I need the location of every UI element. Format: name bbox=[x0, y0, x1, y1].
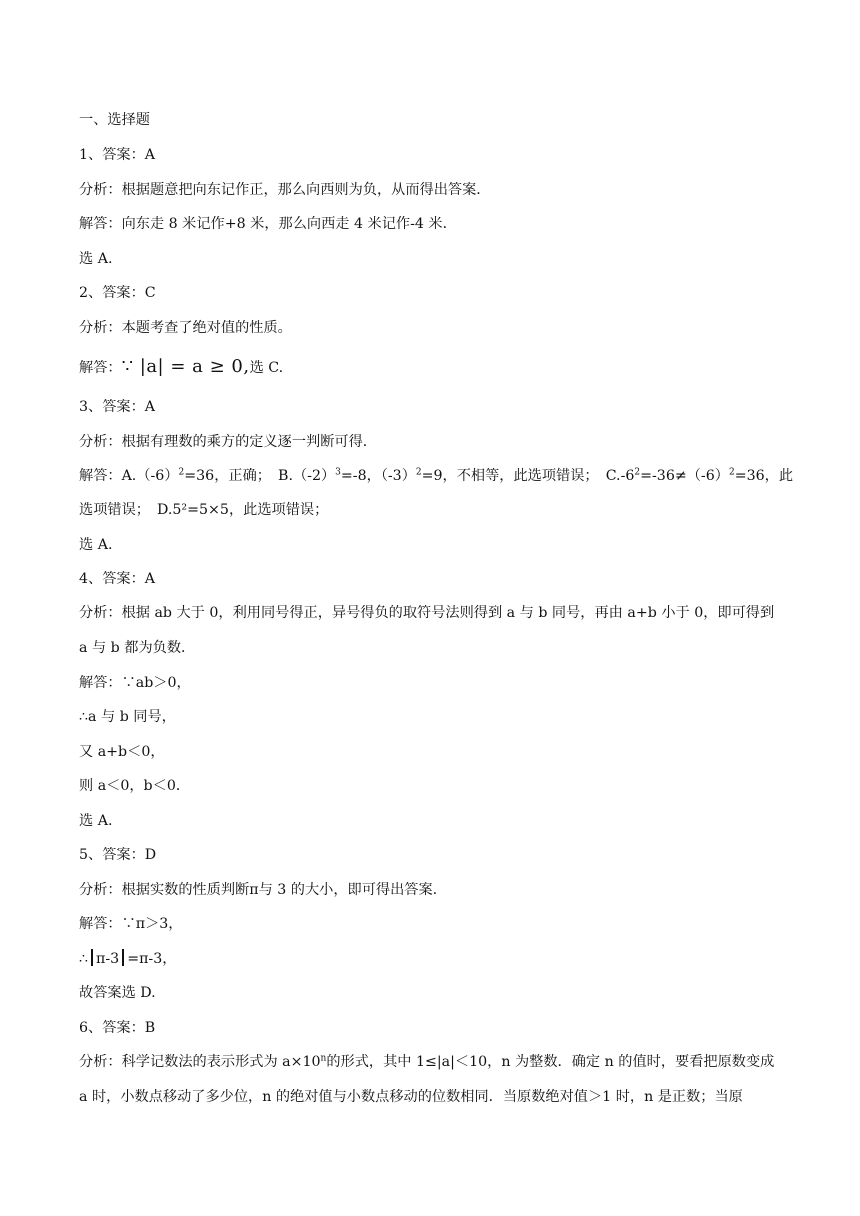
exponent: 2 bbox=[728, 467, 735, 478]
q1-solution: 解答：向东走 8 米记作+8 米，那么向西走 4 米记作-4 米． bbox=[79, 216, 457, 232]
q4-solution-4: 则 a＜0，b＜0． bbox=[79, 778, 191, 794]
therefore-symbol: ∴ bbox=[79, 951, 89, 967]
q1-answer-line: 1、答案：A bbox=[79, 147, 156, 163]
q3-part-c: =9，不相等，此选项错误； C.-6 bbox=[421, 468, 635, 484]
q4-solution-1: 解答：∵ab＞0， bbox=[79, 675, 191, 691]
q5-choice: 故答案选 D. bbox=[79, 985, 156, 1001]
q3-solution bbox=[79, 466, 800, 486]
q3-solution-cont: 选项错误； D.5²=5×5，此选项错误； bbox=[79, 502, 329, 518]
q1-analysis: 分析：根据题意把向东记作正，那么向西则为负，从而得出答案． bbox=[79, 182, 491, 198]
q6-analysis bbox=[79, 1052, 800, 1072]
q4-analysis-cont: a 与 b 都为负数． bbox=[79, 640, 196, 656]
q3-part-b: =36，正确； B.（-2） bbox=[184, 468, 336, 484]
q2-formula: ∵ |a| = a ≥ 0, bbox=[121, 356, 250, 377]
q5-analysis: 分析：根据实数的性质判断π与 3 的大小，即可得出答案. bbox=[79, 882, 438, 898]
q6-analysis-cont: a 时，小数点移动了多少位，n 的绝对值与小数点移动的位数相同．当原数绝对值＞1 时，n 是正数；当原 bbox=[79, 1089, 743, 1105]
abs-bar-left bbox=[91, 949, 93, 966]
q3-part-a: 解答：A.（-6） bbox=[79, 468, 179, 484]
q3-choice: 选 A. bbox=[79, 537, 113, 553]
q2-solution bbox=[79, 357, 800, 378]
q6-analysis-a: 分析：科学记数法的表示形式为 a×10 bbox=[79, 1054, 321, 1070]
q4-choice: 选 A. bbox=[79, 813, 113, 829]
q3-answer-line: 3、答案：A bbox=[79, 399, 156, 415]
abs-inner: π-3 bbox=[96, 951, 120, 967]
q2-solution-prefix: 解答： bbox=[79, 360, 122, 376]
q4-answer-line: 4、答案：A bbox=[79, 571, 156, 587]
exponent: 2 bbox=[415, 467, 422, 478]
q2-choice: 选 C. bbox=[249, 360, 284, 376]
exponent: 2 bbox=[634, 467, 641, 478]
q4-analysis: 分析：根据 ab 大于 0，利用同号得正，异号得负的取符号法则得到 a 与 b 同号，再由 a+b 小于 0，即可得到 bbox=[79, 605, 775, 621]
q6-answer-line: 6、答案：B bbox=[79, 1020, 156, 1036]
q5-answer-line: 5、答案：D bbox=[79, 847, 157, 863]
q3-part-c2: =-36≠（-6） bbox=[640, 468, 729, 484]
abs-result: =π-3， bbox=[127, 951, 177, 967]
abs-bar-right bbox=[122, 949, 124, 966]
q3-part-c3: =36，此 bbox=[734, 468, 794, 484]
exponent: n bbox=[320, 1053, 327, 1064]
q5-solution-1: 解答：∵π＞3， bbox=[79, 916, 183, 932]
section-heading: 一、选择题 bbox=[79, 112, 150, 128]
q2-answer-line: 2、答案：C bbox=[79, 285, 156, 301]
q4-solution-3: 又 a+b＜0， bbox=[79, 744, 165, 760]
q2-analysis: 分析：本题考查了绝对值的性质。 bbox=[79, 320, 292, 336]
q6-analysis-b: 的形式，其中 1≤|a|＜10，n 为整数．确定 n 的值时，要看把原数变成 bbox=[326, 1054, 775, 1070]
q5-solution-2 bbox=[79, 949, 800, 969]
q3-analysis: 分析：根据有理数的乘方的定义逐一判断可得． bbox=[79, 434, 377, 450]
exponent: 3 bbox=[335, 467, 341, 478]
q4-solution-2: ∴a 与 b 同号， bbox=[79, 709, 176, 725]
q1-choice: 选 A. bbox=[79, 251, 113, 267]
q3-part-b2: =-8，（-3） bbox=[340, 468, 416, 484]
exponent: 2 bbox=[178, 467, 185, 478]
